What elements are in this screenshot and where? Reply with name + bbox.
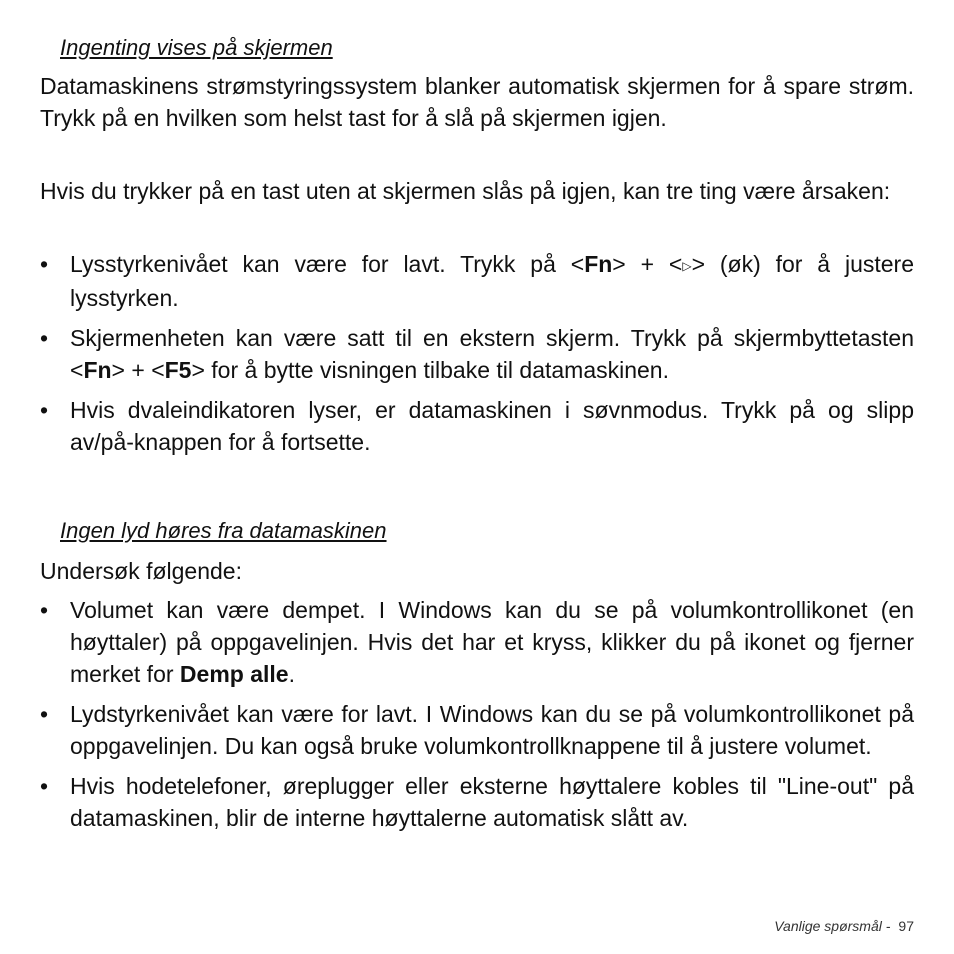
mute-all-label: Demp alle: [179, 661, 289, 687]
page-number: 97: [898, 918, 914, 934]
paragraph-text: Hvis du trykker på en tast uten at skjermen slås på igjen, kan tre ting være årsaken:: [40, 178, 891, 204]
section-heading-no-display: Ingenting vises på skjermen: [60, 35, 333, 60]
bullet-icon: •: [40, 396, 49, 423]
item-text: Hvis dvaleindikatoren lyser, er datamaskinen i søvnmodus. Trykk på og slipp av/på-knappen for å fortsette.: [70, 396, 914, 455]
list-item: [40, 770, 914, 834]
key-f5: F5: [164, 356, 192, 383]
item-text: Lydstyrkenivået kan være for lavt. I Windows kan du se på volumkontrollikonet på oppgavelinjen. Du kan også bruke volumkontrollknappene til å justere volumet.: [70, 701, 914, 759]
item-text: Skjermenheten kan være satt til en ekstern skjerm. Trykk på skjermbyttetasten <: [70, 324, 914, 383]
list-item: [40, 594, 914, 690]
paragraph-check-following: [40, 555, 914, 587]
list-item: [40, 394, 914, 458]
item-text: > for å bytte visningen tilbake til datamaskinen.: [191, 356, 669, 383]
paragraph-text: Undersøk følgende:: [40, 558, 242, 584]
section-heading-no-sound: Ingen lyd høres fra datamaskinen: [60, 518, 387, 543]
item-text: > (øk) for å justere lysstyrken.: [70, 251, 914, 311]
item-text: > + <: [612, 251, 683, 277]
bullet-list-display: [40, 248, 914, 458]
key-fn: Fn: [584, 251, 613, 277]
item-text: Volumet kan være dempet. I Windows kan du se på volumkontrollikonet (en høyttaler) på oppgavelinjen. Hvis det har et kryss, klikker du på ikonet og fjerner merket for: [70, 597, 914, 687]
bullet-icon: •: [40, 773, 49, 799]
bullet-icon: •: [40, 597, 49, 623]
paragraph-power-management: [40, 70, 914, 134]
bullet-list-sound: [40, 594, 914, 834]
item-text: Lysstyrkenivået kan være for lavt. Trykk på <: [70, 251, 585, 277]
triangle-right-icon: ▷: [682, 258, 692, 273]
bullet-icon: •: [40, 251, 49, 277]
item-text: Hvis hodetelefoner, øreplugger eller eksterne høyttalere kobles til "Line-out" på datamaskinen, blir de interne høyttalerne automatisk slått av.: [70, 773, 914, 831]
footer-label: Vanlige spørsmål -: [774, 918, 891, 934]
bullet-icon: •: [40, 701, 49, 727]
paragraph-text: Datamaskinens strømstyringssystem blanker automatisk skjermen for å spare strøm. Trykk på en hvilken som helst tast for å slå på skjermen igjen.: [40, 73, 914, 131]
page-footer: [774, 918, 914, 934]
paragraph-three-causes: [40, 175, 914, 207]
item-text: > + <: [111, 356, 165, 383]
list-item: [40, 322, 914, 386]
bullet-icon: •: [40, 324, 49, 351]
list-item: [40, 248, 914, 314]
item-text: .: [288, 661, 295, 687]
list-item: [40, 698, 914, 762]
key-fn: Fn: [83, 356, 112, 383]
